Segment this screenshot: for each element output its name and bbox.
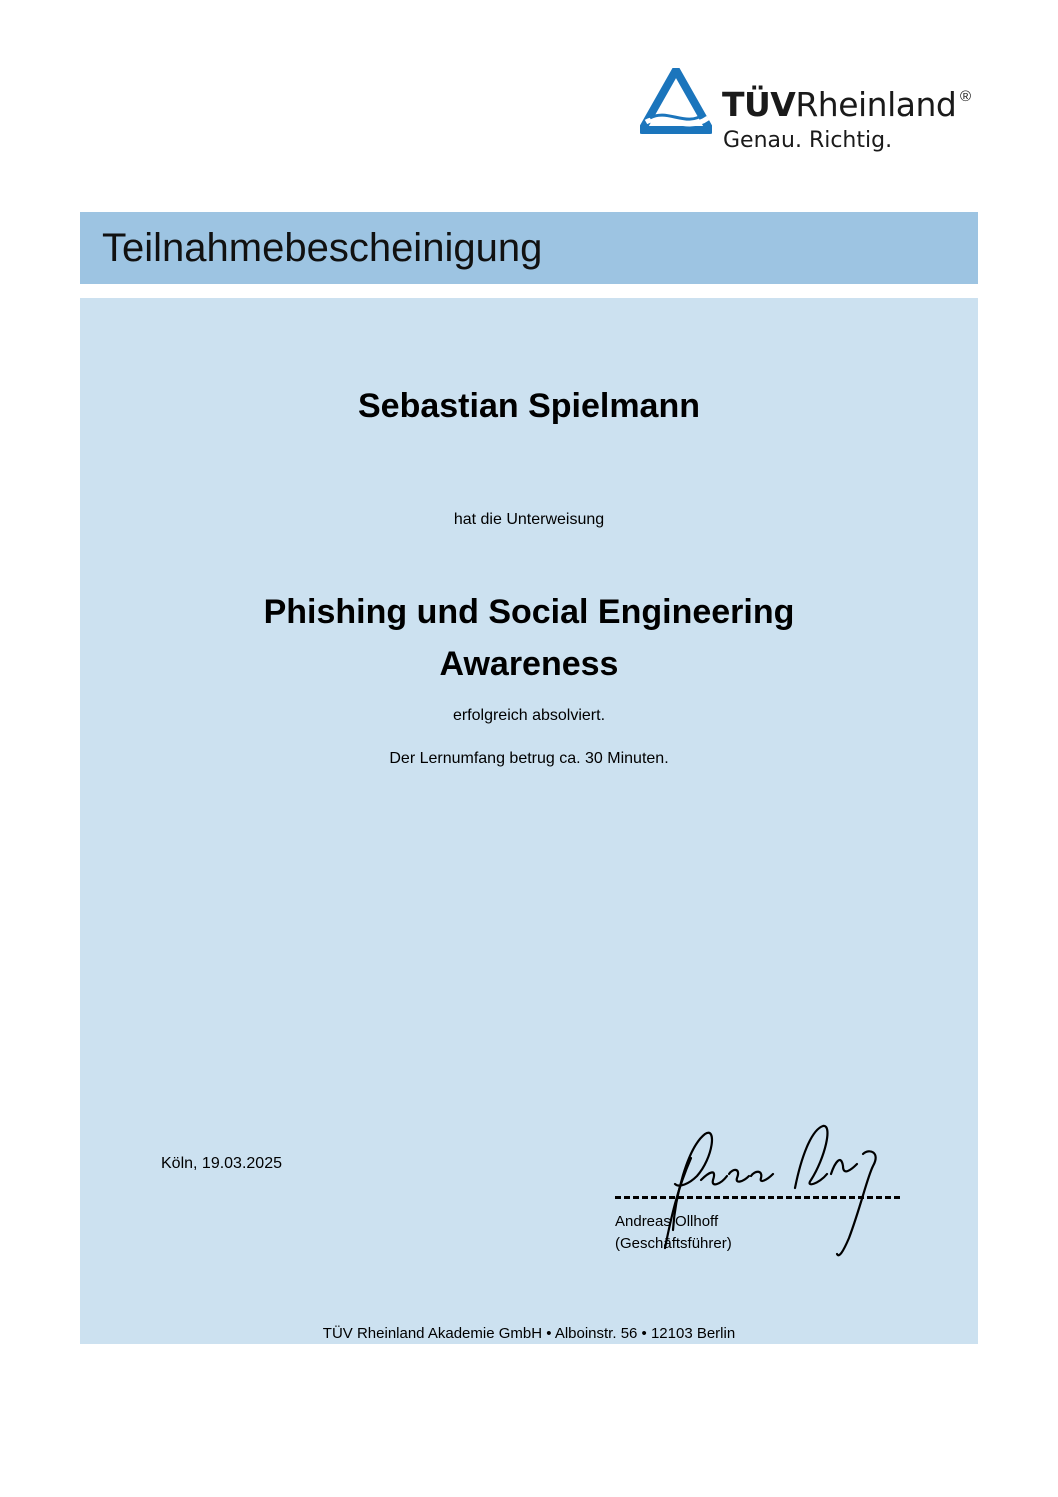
course-title-line2: Awareness — [439, 645, 619, 683]
page-title: Teilnahmebescheinigung — [102, 226, 543, 270]
signer-role: (Geschäftsführer) — [615, 1235, 732, 1252]
logo-tagline: Genau. Richtig. — [723, 128, 893, 153]
certificate-body — [80, 298, 978, 1344]
signer-name: Andreas Ollhoff — [615, 1213, 719, 1230]
intro-text: hat die Unterweisung — [453, 511, 605, 528]
logo-brand-bold: TÜV — [722, 85, 796, 124]
place-date: Köln, 19.03.2025 — [161, 1155, 282, 1172]
recipient-name: Sebastian Spielmann — [358, 387, 700, 425]
title-bar — [80, 212, 978, 284]
completion-text: erfolgreich absolviert. — [452, 707, 606, 724]
logo-brand-name — [722, 86, 956, 124]
footer-address: TÜV Rheinland Akademie GmbH • Alboinstr. 56 • 12103 Berlin — [322, 1325, 736, 1342]
tuv-rheinland-logo — [640, 68, 980, 163]
duration-text: Der Lernumfang betrug ca. 30 Minuten. — [389, 750, 669, 767]
course-title — [80, 586, 978, 690]
registered-mark: ® — [960, 88, 972, 105]
logo-brand-rest: Rheinland — [795, 85, 957, 124]
triangle-logo-icon — [640, 68, 712, 134]
course-title-line1: Phishing und Social Engineering — [263, 593, 795, 631]
